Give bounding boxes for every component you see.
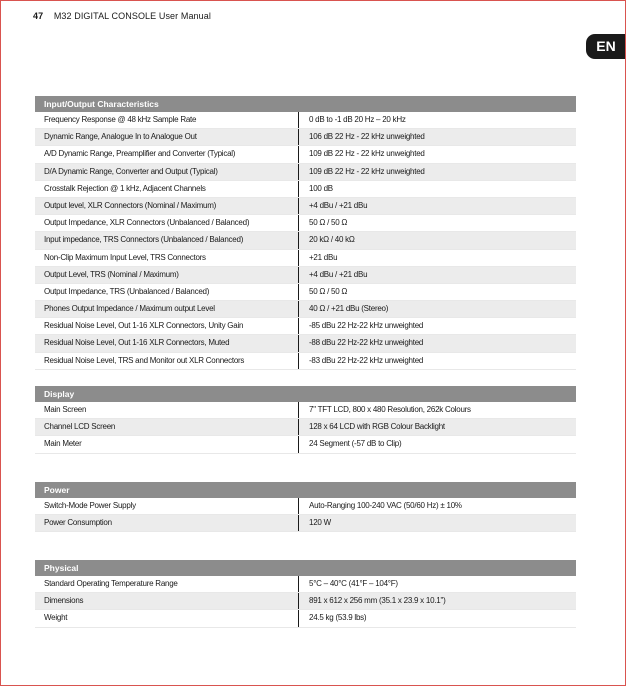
spec-row — [35, 198, 576, 215]
spec-row — [35, 164, 576, 181]
spec-value: 50 Ω / 50 Ω — [298, 215, 576, 231]
spec-row — [35, 419, 576, 436]
spec-label: Channel LCD Screen — [44, 422, 116, 432]
spec-row — [35, 593, 576, 610]
spec-value: 109 dB 22 Hz - 22 kHz unweighted — [298, 146, 576, 162]
spec-value: 891 x 612 x 256 mm (35.1 x 23.9 x 10.1") — [298, 593, 576, 609]
power-rows — [35, 498, 576, 532]
spec-label: Power Consumption — [44, 518, 112, 528]
spec-label: Standard Operating Temperature Range — [44, 579, 178, 588]
spec-label: Output Level, TRS (Nominal / Maximum) — [44, 269, 179, 279]
spec-row — [35, 498, 576, 515]
spec-value: 7" TFT LCD, 800 x 480 Resolution, 262k Colours — [298, 402, 576, 418]
spec-row — [35, 576, 576, 593]
display-rows — [35, 402, 576, 454]
spec-label: D/A Dynamic Range, Converter and Output (Typical) — [44, 166, 218, 176]
spec-value: Auto-Ranging 100-240 VAC (50/60 Hz) ± 10% — [298, 498, 576, 514]
physical-rows — [35, 576, 576, 628]
spec-row — [35, 146, 576, 163]
spec-label: A/D Dynamic Range, Preamplifier and Converter (Typical) — [44, 149, 236, 159]
spec-row — [35, 318, 576, 335]
spec-label: Input impedance, TRS Connectors (Unbalanced / Balanced) — [44, 235, 244, 245]
spec-label: Frequency Response @ 48 kHz Sample Rate — [44, 115, 197, 124]
spec-row — [35, 250, 576, 267]
spec-value: -85 dBu 22 Hz-22 kHz unweighted — [298, 318, 576, 334]
spec-label: Non-Clip Maximum Input Level, TRS Connectors — [44, 252, 206, 262]
page-header — [33, 11, 211, 21]
spec-row — [35, 232, 576, 249]
spec-value: 40 Ω / +21 dBu (Stereo) — [298, 301, 576, 317]
spec-label: Weight — [44, 613, 68, 623]
spec-row — [35, 215, 576, 232]
spec-label: Dynamic Range, Analogue In to Analogue Out — [44, 132, 197, 142]
spec-value: 5°C – 40°C (41°F – 104°F) — [298, 576, 576, 592]
spec-row — [35, 284, 576, 301]
spec-row — [35, 335, 576, 352]
spec-row — [35, 129, 576, 146]
spec-value: +21 dBu — [298, 250, 576, 266]
spec-value: 109 dB 22 Hz - 22 kHz unweighted — [298, 164, 576, 180]
language-badge: EN — [586, 34, 626, 59]
spec-value: +4 dBu / +21 dBu — [298, 198, 576, 214]
spec-value: +4 dBu / +21 dBu — [298, 267, 576, 283]
spec-value: -88 dBu 22 Hz-22 kHz unweighted — [298, 335, 576, 351]
section-title-io: Input/Output Characteristics — [35, 96, 576, 112]
section-title-physical: Physical — [35, 560, 576, 576]
spec-value: 0 dB to -1 dB 20 Hz – 20 kHz — [298, 112, 576, 128]
spec-label: Residual Noise Level, TRS and Monitor out XLR Connectors — [44, 355, 245, 365]
power-table — [35, 482, 576, 532]
spec-label: Output Impedance, XLR Connectors (Unbalanced / Balanced) — [44, 218, 250, 228]
spec-row — [35, 181, 576, 198]
spec-label: Main Screen — [44, 405, 87, 414]
section-title-display: Display — [35, 386, 576, 402]
spec-label: Output Impedance, TRS (Unbalanced / Balanced) — [44, 286, 210, 296]
spec-value: 20 kΩ / 40 kΩ — [298, 232, 576, 248]
spec-row — [35, 402, 576, 419]
spec-label: Phones Output Impedance / Maximum output Level — [44, 304, 215, 314]
spec-label: Residual Noise Level, Out 1-16 XLR Connectors, Muted — [44, 338, 230, 348]
spec-label: Output level, XLR Connectors (Nominal / Maximum) — [44, 200, 217, 210]
spec-value: -83 dBu 22 Hz-22 kHz unweighted — [298, 353, 576, 369]
spec-value: 24 Segment (-57 dB to Clip) — [298, 436, 576, 452]
physical-table — [35, 560, 576, 628]
spec-label: Crosstalk Rejection @ 1 kHz, Adjacent Channels — [44, 183, 206, 193]
manual-title: M32 DIGITAL CONSOLE User Manual — [53, 11, 211, 21]
page-number: 47 — [33, 11, 44, 21]
spec-row — [35, 353, 576, 370]
spec-label: Switch-Mode Power Supply — [44, 501, 136, 510]
spec-value: 128 x 64 LCD with RGB Colour Backlight — [298, 419, 576, 435]
spec-value: 100 dB — [298, 181, 576, 197]
spec-value: 120 W — [298, 515, 576, 531]
io-rows — [35, 112, 576, 370]
spec-row — [35, 610, 576, 627]
spec-label: Dimensions — [44, 596, 84, 606]
spec-label: Residual Noise Level, Out 1-16 XLR Connectors, Unity Gain — [44, 321, 244, 331]
spec-row — [35, 515, 576, 532]
section-title-power: Power — [35, 482, 576, 498]
spec-row — [35, 267, 576, 284]
spec-value: 50 Ω / 50 Ω — [298, 284, 576, 300]
spec-row — [35, 112, 576, 129]
spec-row — [35, 436, 576, 453]
spec-value: 106 dB 22 Hz - 22 kHz unweighted — [298, 129, 576, 145]
display-table — [35, 386, 576, 454]
spec-label: Main Meter — [44, 439, 82, 449]
spec-value: 24.5 kg (53.9 lbs) — [298, 610, 576, 626]
spec-row — [35, 301, 576, 318]
io-characteristics-table — [35, 96, 576, 370]
